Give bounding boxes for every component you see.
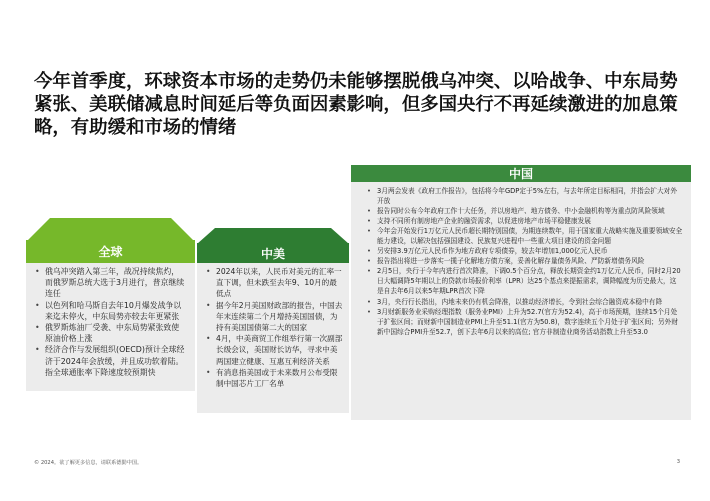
us-header-label: 中美 bbox=[260, 246, 285, 261]
footer-copyright: © 2024。欲了解更多信息，请联系德勤中国。 bbox=[34, 460, 143, 466]
china-bullet-list bbox=[366, 186, 683, 337]
list-item: • 另安排3.9万亿元人民币作为地方政府专项债券，较去年增加1,000亿元人民币 bbox=[366, 246, 683, 256]
list-item: • 2月5日，央行于今年内进行首次降准，下调0.5个百分点，释放长期资金约1万亿元人民币，同时2月20日大幅调降5年期以上的贷款市场报价利率（LPR）达25个基点来提振需求，调降幅度为历史最大，这是自去年6月以来5年期LPR首次下降 bbox=[366, 266, 683, 296]
global-header-arrow bbox=[26, 218, 195, 242]
list-item: • 2024年以来，人民币对美元的汇率一直下调，但未跌至去年9、10月的最低点 bbox=[205, 266, 343, 300]
list-item: • 报告指出将进一步落实一揽子化解地方债方案，妥善化解存量债务风险、严防新增债务风险 bbox=[366, 256, 683, 266]
list-item: • 3月财新服务业采购经理指数（服务业PMI）上升为52.7(官方为52.4)，高于市场预期，连续15个月处于扩张区间；而财新中国制造业PMI上升至51.1(官方为50.8)，数字连续五个月处于扩张区间；另外财新中国综合PMI升至52.7，创下去年6月以来的高位; 官方非制造业商务活动指数上升至53.0 bbox=[366, 307, 683, 337]
china-panel bbox=[351, 182, 691, 420]
global-panel bbox=[26, 263, 195, 391]
list-item: • 报告同时公布今年政府工作十大任务，并以房地产、地方债务、中小金融机构等为重点防风险领域 bbox=[366, 206, 683, 216]
list-item: • 支持不同所有制房地产企业的融资需求，以促进房地产市场平稳健康发展 bbox=[366, 216, 683, 226]
us-panel bbox=[197, 263, 349, 413]
list-item: • 据今年2月美国财政部的报告，中国去年末连续第二个月增持美国国债，为持有美国国债第二大的国家 bbox=[205, 300, 343, 334]
list-item: • 4月，中美商贸工作组举行第一次副部长级会议，美国财长访华，寻求中美两国建立健康、互惠互利经济关系 bbox=[205, 333, 343, 367]
page-title: 今年首季度，环球资本市场的走势仍未能够摆脱俄乌冲突、以哈战争、中东局势紧张、美联储减息时间延后等负面因素影响，但多国央行不再延续激进的加息策略，有助缓和市场的情绪 bbox=[34, 71, 678, 138]
page-number: 3 bbox=[676, 459, 680, 465]
china-header-label: 中国 bbox=[508, 167, 533, 181]
list-item: • 3月，央行行长指出，内地未来仍有机会降准，以推动经济增长，令到社会综合融资成本稳中有降 bbox=[366, 297, 683, 307]
list-item: • 今年会开始发行1万亿元人民币超长期特别国债，为期连续数年，用于国家重大战略实施及重要领域安全能力建设，以解决包括强国建设、民族复兴进程中一些重大项目建设的资金问题 bbox=[366, 226, 683, 246]
global-header bbox=[26, 240, 195, 263]
global-bullet-list bbox=[34, 266, 185, 378]
list-item: • 俄罗斯炼油厂受袭、中东局势紧张致使原油价格上涨 bbox=[34, 322, 185, 344]
list-item: • 俄乌冲突踏入第三年，战况持续焦灼，而俄罗斯总统大选于3月进行，普京继续连任 bbox=[34, 266, 185, 300]
list-item: • 经济合作与发展组织(OECD)预计全球经济于2024年会放缓，并且成功软着陆。指全球通胀率下降速度较预期快 bbox=[34, 344, 185, 378]
china-header bbox=[351, 165, 691, 182]
list-item: • 3月两会发表《政府工作报告》，包括将今年GDP定于5%左右，与去年所定目标相同，并指会扩大对外开放 bbox=[366, 186, 683, 206]
us-header-arrow bbox=[197, 228, 349, 244]
global-header-label: 全球 bbox=[98, 245, 123, 259]
us-header bbox=[197, 243, 349, 263]
list-item: • 以色列和哈马斯自去年10月爆发战争以来迄未停火，中东局势亦较去年更紧张 bbox=[34, 300, 185, 322]
list-item: • 有消息指美国或于未来数月公布受限制中国芯片工厂名单 bbox=[205, 367, 343, 389]
us-bullet-list bbox=[205, 266, 343, 389]
